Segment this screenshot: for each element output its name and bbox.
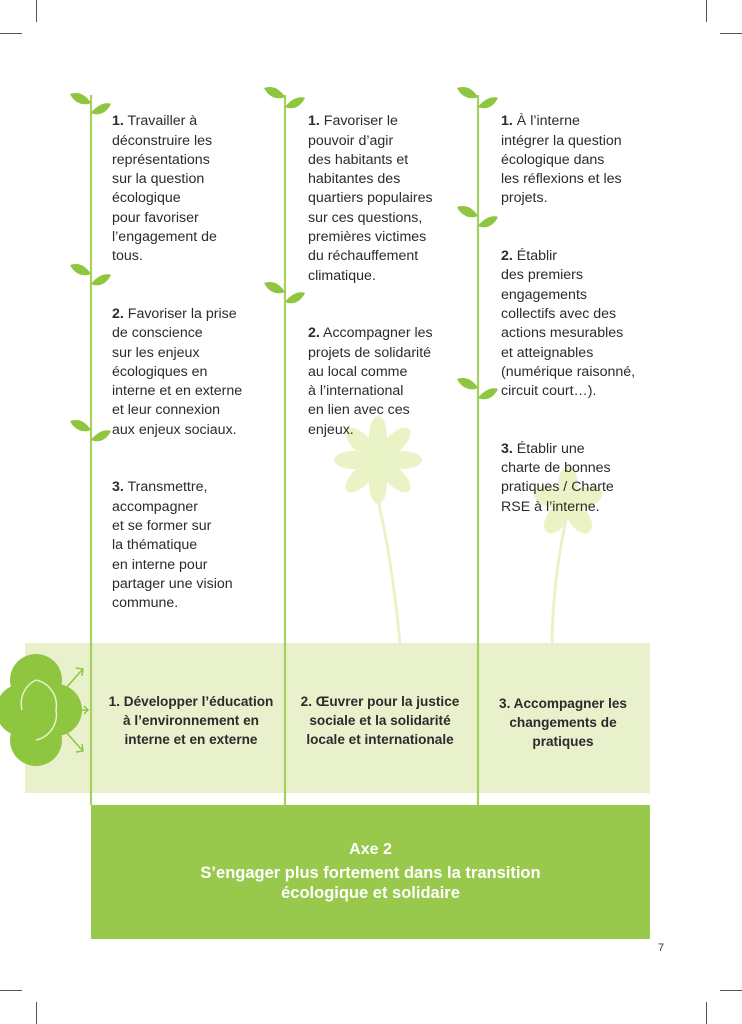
list-item: 1. À l’interne intégrer la question écologique dans les réflexions et les projets. [501, 113, 622, 207]
banner-subtitle: S’engager plus fortement dans la transition écologique et solidaire [200, 864, 541, 902]
column-education [112, 93, 282, 652]
axis-title-education: 1. Développer l’éducation à l’environnement en interne et en externe [108, 694, 274, 747]
page-number: 7 [658, 942, 665, 954]
list-item: 2. Favoriser la prise de conscience sur les enjeux écologiques en interne et en externe et leur connexion aux enjeux sociaux. [112, 305, 243, 438]
list-item: 1. Favoriser le pouvoir d’agir des habitants et habitantes des quartiers populaires sur ces questions, premières victimes du réchauffement climatique. [308, 113, 433, 284]
list-item: 3. Établir une charte de bonnes pratiques / Charte RSE à l’interne. [501, 440, 614, 515]
list-item: 1. Travailler à déconstruire les représentations sur la question écologique pour favoriser l’engagement de tous. [112, 113, 217, 265]
logo-icon [0, 654, 88, 766]
list-item: 3. Transmettre, accompagner et se former sur la thématique en interne pour partager une vision commune. [112, 479, 233, 612]
banner-title: Axe 2 [349, 841, 392, 858]
list-item: 2. Établir des premiers engagements collectifs avec des actions mesurables et atteignables (numérique raisonné, circuit court…). [501, 248, 636, 400]
column-pratiques [501, 93, 661, 555]
list-item: 2. Accompagner les projets de solidarité au local comme à l’international en lien avec ces enjeux. [308, 325, 433, 438]
axis-title-pratiques: 3. Accompagner les changements de pratiques [499, 696, 627, 749]
column-justice [308, 93, 473, 478]
axis-title-justice: 2. Œuvrer pour la justice sociale et la solidarité locale et internationale [300, 694, 460, 747]
axe-banner [91, 805, 650, 939]
